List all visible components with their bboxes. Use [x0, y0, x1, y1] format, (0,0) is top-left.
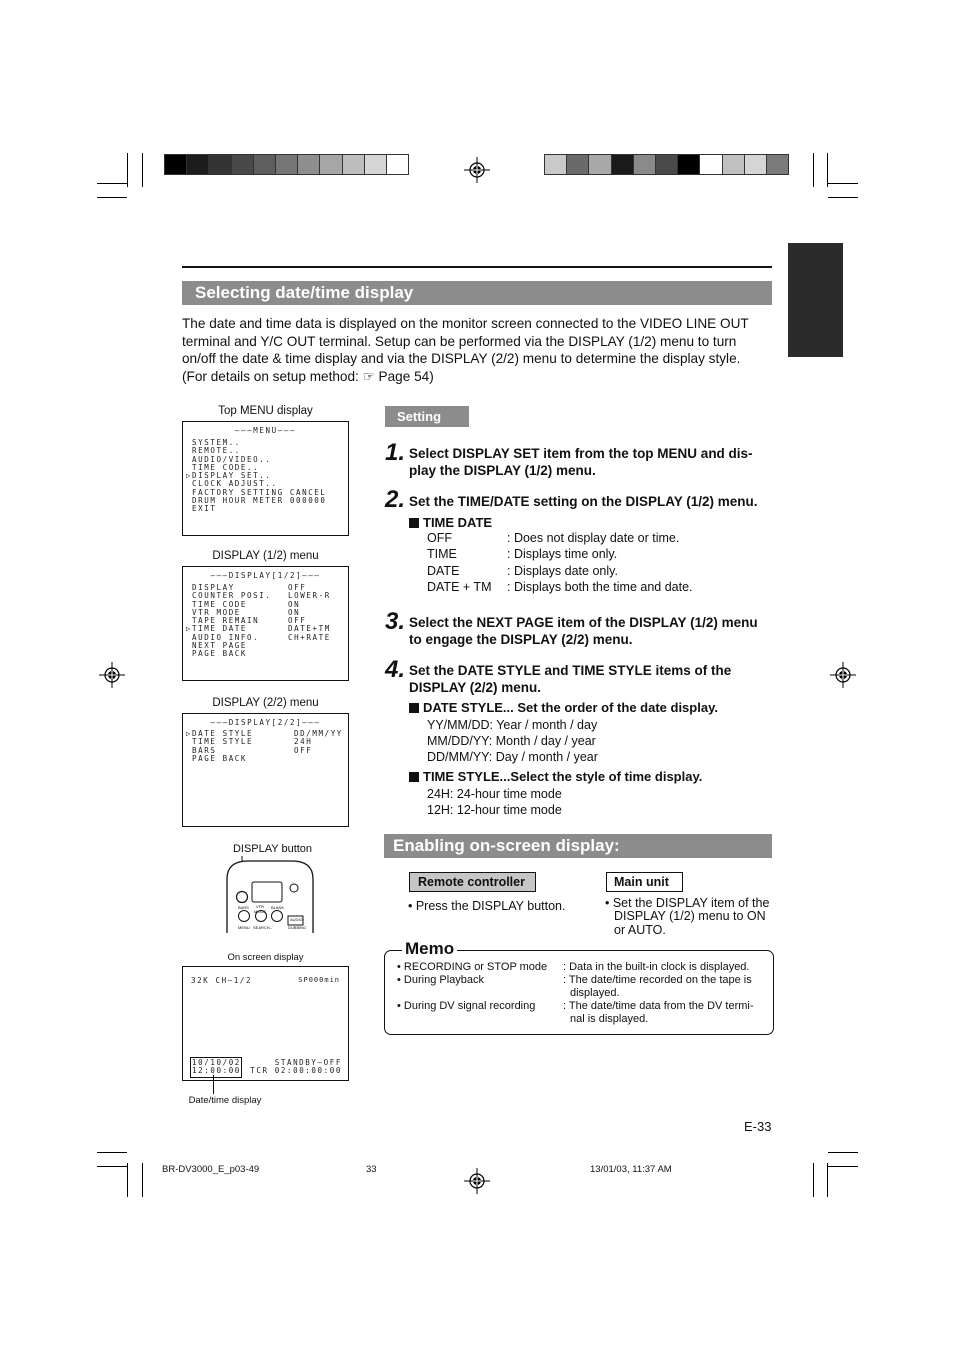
display1-menu-screen: [182, 566, 349, 681]
step-text: [409, 663, 779, 696]
menu-value: [288, 642, 331, 650]
menu-line-text: DATE STYLE: [192, 729, 254, 738]
color-swatch: [677, 154, 700, 175]
remote-controller-illustration: [222, 855, 318, 933]
option-key: OFF: [427, 531, 452, 545]
menu-line-text: VTR MODE: [192, 607, 241, 617]
intro-line: The date and time data is displayed on the monitor screen connected to the VIDEO LINE OUT: [182, 316, 749, 331]
menu-value: CH+RATE: [288, 632, 331, 642]
step-line: to engage the DISPLAY (2/2) menu.: [409, 631, 633, 647]
menu-value: [288, 650, 331, 658]
menu-line-text: SYSTEM..: [192, 438, 241, 447]
enabling-title: Enabling on-screen display:: [384, 834, 772, 858]
step-line: DISPLAY (2/2) menu.: [409, 679, 542, 695]
menu-line-text: EXIT: [192, 504, 217, 514]
memo-description: : The date/time recorded on the tape is: [563, 974, 752, 986]
color-swatch: [699, 154, 722, 175]
cursor-arrow-icon: ▷: [186, 624, 191, 634]
footer-sheet: 33: [366, 1164, 377, 1175]
color-swatch: [275, 154, 298, 175]
step-line: play the DISPLAY (1/2) menu.: [409, 462, 596, 478]
step-line: Select DISPLAY SET item from the top MENU and dis-: [409, 446, 753, 461]
remote-controller-label: Remote controller: [409, 872, 536, 892]
color-swatch: [231, 154, 254, 175]
color-swatch: [744, 154, 767, 175]
menu-labels: [186, 730, 253, 763]
date-style-options: [427, 717, 598, 766]
menu-line-text: TIME STYLE: [192, 737, 254, 747]
color-swatch: [386, 154, 409, 175]
menu-line-text: FACTORY SETTING CANCEL: [192, 487, 327, 497]
color-swatch: [766, 154, 789, 175]
menu-line-text: NEXT PAGE: [192, 641, 248, 651]
display1-caption: DISPLAY (1/2) menu: [212, 550, 319, 562]
color-swatch: [253, 154, 276, 175]
color-swatch: [611, 154, 634, 175]
menu-title: –––MENU–––: [234, 426, 297, 435]
date-style-heading: [409, 700, 718, 717]
color-swatch: [566, 154, 589, 175]
onscreen-top-left: 32K CH–1/2: [191, 976, 253, 985]
heading-text: TIME DATE: [423, 515, 493, 530]
remote-label-search: SEARCH–: [253, 925, 272, 930]
option-desc: : Does not display date or time.: [507, 531, 680, 545]
step-line: Set the DATE STYLE and TIME STYLE items of the: [409, 663, 732, 678]
color-swatch: [208, 154, 231, 175]
remote-label-menu: MENU: [238, 925, 250, 930]
date-time-pointer: [213, 1075, 214, 1094]
menu-line-text: PAGE BACK: [192, 649, 248, 659]
color-swatch: [164, 154, 187, 175]
step-number: 2.: [385, 486, 406, 513]
option-line: YY/MM/DD: Year / month / day: [427, 718, 598, 732]
color-swatch: [364, 154, 387, 175]
cursor-arrow-icon: ▷: [186, 471, 191, 481]
menu-title: –––DISPLAY[2/2]–––: [210, 718, 321, 727]
onscreen-top-right: SP000min: [298, 976, 340, 984]
step-text: [409, 494, 784, 511]
onscreen-display-monitor: [182, 966, 349, 1081]
memo-description: : The date/time data from the DV termi-: [563, 1000, 754, 1012]
step-number: 3.: [385, 608, 406, 635]
menu-line-text: REMOTE..: [192, 446, 241, 456]
menu-line-text: DISPLAY SET..: [192, 471, 272, 481]
menu-line-text: AUDIO INFO.: [192, 632, 260, 642]
menu-title: –––DISPLAY[1/2]–––: [210, 571, 321, 580]
main-unit-label: Main unit: [606, 872, 683, 892]
menu-line-text: PAGE BACK: [192, 753, 248, 763]
registration-mark-icon: [464, 1168, 490, 1194]
memo-condition: • During DV signal recording: [397, 1000, 536, 1012]
remote-instruction: • Press the DISPLAY button.: [408, 899, 566, 913]
menu-line-text: COUNTER POSI.: [192, 591, 272, 601]
option-desc: : Displays time only.: [507, 547, 618, 562]
remote-label-audio: AUDIO: [290, 917, 303, 922]
time-style-heading: [409, 769, 702, 786]
display2-caption: DISPLAY (2/2) menu: [212, 697, 319, 709]
menu-line: [186, 505, 327, 513]
menu-value: [294, 755, 343, 763]
menu-value: OFF: [288, 616, 307, 626]
memo-description: displayed.: [570, 987, 620, 999]
color-swatch: [319, 154, 342, 175]
instruction-line: DISPLAY (1/2) menu to ON: [614, 909, 766, 924]
intro-line: on/off the date & time display and via the DISPLAY (2/2) menu to determine the display style.: [182, 351, 741, 366]
menu-line-text: CLOCK ADJUST..: [192, 479, 278, 489]
menu-line-text: TIME CODE..: [192, 462, 260, 472]
intro-line: (For details on setup method: ☞ Page 54): [182, 368, 434, 384]
color-swatch: [588, 154, 611, 175]
color-swatch: [633, 154, 656, 175]
option-line: 12H: 12-hour time mode: [427, 803, 562, 818]
instruction-line: or AUTO.: [614, 922, 666, 937]
color-swatch: [186, 154, 209, 175]
onscreen-time: 12:00:00: [192, 1066, 241, 1075]
menu-values: [294, 730, 343, 763]
menu-line-text: TIME CODE: [192, 599, 248, 609]
menu-values: [288, 584, 331, 659]
step-number: 4.: [385, 656, 406, 683]
menu-value: 24H: [294, 737, 313, 747]
intro-paragraph: [182, 315, 782, 385]
option-line: 24H: 24-hour time mode: [427, 787, 562, 801]
option-line: MM/DD/YY: Month / day / year: [427, 734, 596, 749]
onscreen-status: STANDBY–OFF: [274, 1058, 342, 1067]
registration-mark-icon: [99, 662, 125, 688]
section-title: Selecting date/time display: [182, 281, 772, 305]
menu-line: [186, 755, 253, 763]
cursor-arrow-icon: ▷: [186, 729, 191, 738]
menu-value: OFF: [294, 745, 313, 755]
option-key: DATE + TM: [427, 579, 492, 594]
menu-value: ON: [288, 607, 301, 617]
onscreen-date: 10/10/02: [192, 1058, 241, 1067]
menu-line-text: AUDIO/VIDEO..: [192, 454, 272, 464]
square-bullet-icon: [409, 703, 419, 713]
menu-line-text: DRUM HOUR METER 000000: [192, 496, 327, 506]
step-number: 1.: [385, 439, 406, 466]
option-line: DD/MM/YY: Day / month / year: [427, 750, 598, 765]
memo-condition: • RECORDING or STOP mode: [397, 961, 548, 973]
step-line: Select the NEXT PAGE item of the DISPLAY (1/2) menu: [409, 615, 758, 630]
time-style-options: [427, 786, 562, 818]
memo-title: Memo: [402, 939, 457, 959]
color-swatch: [544, 154, 567, 175]
square-bullet-icon: [409, 518, 419, 528]
option-key: DATE: [427, 563, 460, 578]
menu-value: DATE+TM: [288, 624, 331, 634]
onscreen-caption: On screen display: [227, 952, 304, 963]
menu-line: [186, 650, 272, 658]
menu-value: LOWER-R: [288, 591, 331, 601]
top-menu-screen: [182, 421, 349, 536]
menu-line-text: BARS: [192, 745, 217, 755]
footer-file: BR-DV3000_E_p03-49: [162, 1164, 260, 1175]
color-swatch: [655, 154, 678, 175]
menu-value: DD/MM/YY: [294, 729, 343, 738]
menu-value: OFF: [288, 583, 307, 592]
registration-mark-icon: [830, 662, 856, 688]
menu-items: [186, 439, 327, 514]
color-swatch: [342, 154, 365, 175]
heading-text: TIME STYLE...Select the style of time display.: [423, 769, 703, 784]
menu-line-text: TAPE REMAIN: [192, 616, 260, 626]
menu-line-text: TIME DATE: [192, 624, 248, 634]
option-desc: : Displays date only.: [507, 563, 618, 578]
intro-line: terminal and Y/C OUT terminal. Setup can be performed via the DISPLAY (1/2) menu to turn: [182, 333, 737, 349]
memo-description: nal is displayed.: [570, 1013, 649, 1025]
menu-line-text: DISPLAY: [192, 583, 235, 592]
option-desc: : Displays both the time and date.: [507, 579, 693, 594]
time-date-heading: [409, 515, 492, 532]
step-text: [409, 446, 779, 479]
display2-menu-screen: [182, 713, 349, 827]
remote-label-blank: BLANK: [271, 905, 285, 910]
main-unit-instruction: [605, 897, 769, 937]
memo-condition: • During Playback: [397, 974, 485, 986]
remote-label-vtr-mode: VTR MODE: [254, 904, 266, 914]
remote-label-dubbing: DUBBING: [288, 925, 307, 930]
top-menu-caption: Top MENU display: [218, 405, 313, 417]
option-key: TIME: [427, 547, 457, 562]
color-swatch: [297, 154, 320, 175]
remote-label-bars: BARS: [238, 905, 249, 910]
heading-text: DATE STYLE... Set the order of the date display.: [423, 700, 718, 715]
instruction-line: • Set the DISPLAY item of the: [605, 896, 770, 910]
color-swatch: [722, 154, 745, 175]
setting-label: Setting: [385, 406, 469, 427]
memo-description: : Data in the built-in clock is displayed.: [563, 961, 750, 973]
top-rule: [182, 266, 772, 268]
step-line: Set the TIME/DATE setting on the DISPLAY (1/2) menu.: [409, 494, 758, 509]
page-number: E-33: [744, 1119, 772, 1134]
onscreen-tcr: TCR 02:00:00:00: [250, 1066, 342, 1075]
date-time-caption: Date/time display: [188, 1095, 262, 1106]
footer-timestamp: 13/01/03, 11:37 AM: [590, 1164, 672, 1175]
square-bullet-icon: [409, 772, 419, 782]
display-button-caption: DISPLAY button: [232, 843, 313, 855]
side-tab: [788, 243, 843, 357]
menu-value: ON: [288, 599, 301, 609]
step-text: [409, 615, 779, 648]
registration-mark-icon: [464, 157, 490, 183]
menu-labels: [186, 584, 272, 659]
